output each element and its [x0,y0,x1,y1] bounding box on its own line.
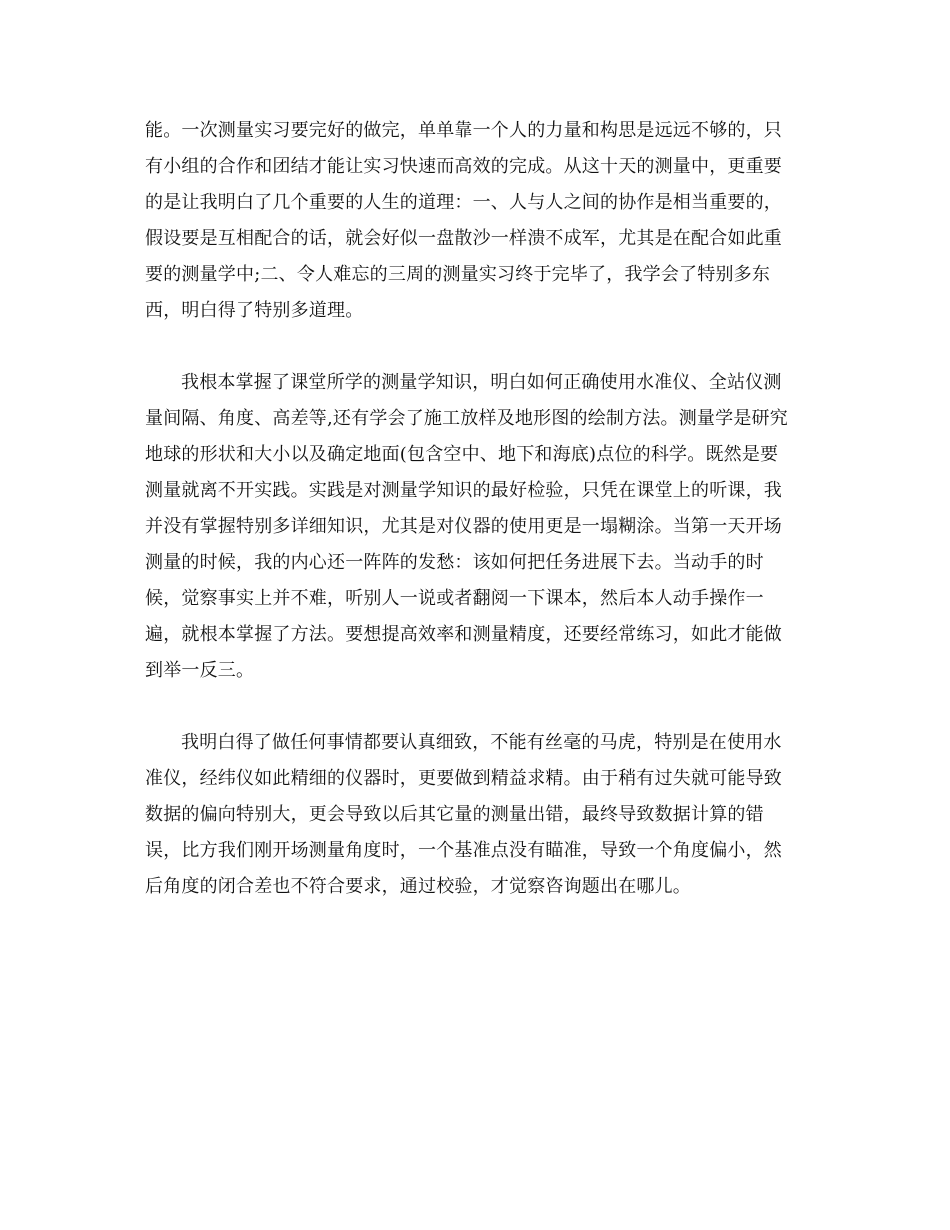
text-line: 我明白得了做任何事情都要认真细致，不能有丝毫的马虎，特别是在使用水 [181,732,782,753]
paragraph-spacer [145,689,810,725]
document-body [145,113,810,905]
text-line: 有小组的合作和团结才能让实习快速而高效的完成。从这十天的测量中，更重要 [145,156,782,177]
text-line: 遍，就根本掌握了方法。要想提高效率和测量精度，还要经常练习，如此才能做 [145,624,782,645]
text-line: 地球的形状和大小以及确定地面(包含空中、地下和海底)点位的科学。既然是要 [145,444,779,465]
text-line: 测量的时候，我的内心还一阵阵的发愁：该如何把任务进展下去。当动手的时 [145,552,764,573]
text-line: 到举一反三。 [145,660,255,681]
text-line: 候，觉察事实上并不难，听别人一说或者翻阅一下课本，然后本人动手操作一 [145,588,764,609]
text-line: 数据的偏向特别大，更会导致以后其它量的测量出错，最终导致数据计算的错 [145,804,764,825]
paragraph-2 [145,365,810,689]
text-line: 能。一次测量实习要完好的做完，单单靠一个人的力量和构思是远远不够的，只 [145,120,782,141]
text-line: 并没有掌握特别多详细知识，尤其是对仪器的使用更是一塌糊涂。当第一天开场 [145,516,782,537]
paragraph-spacer [145,329,810,365]
text-line: 西，明白得了特别多道理。 [145,300,364,321]
text-line: 假设要是互相配合的话，就会好似一盘散沙一样溃不成军，尤其是在配合如此重 [145,228,782,249]
paragraph-1 [145,113,810,329]
text-line: 的是让我明白了几个重要的人生的道理：一、人与人之间的协作是相当重要的， [145,192,782,213]
text-line: 要的测量学中;二、令人难忘的三周的测量实习终于完毕了，我学会了特别多东 [145,264,771,285]
paragraph-3 [145,725,810,905]
text-line: 后角度的闭合差也不符合要求，通过校验，才觉察咨询题出在哪儿。 [145,876,691,897]
text-line: 准仪，经纬仪如此精细的仪器时，更要做到精益求精。由于稍有过失就可能导致 [145,768,782,789]
text-line: 我根本掌握了课堂所学的测量学知识，明白如何正确使用水准仪、全站仪测 [181,372,782,393]
text-line: 误，比方我们刚开场测量角度时，一个基准点没有瞄准，导致一个角度偏小，然 [145,840,782,861]
text-line: 测量就离不开实践。实践是对测量学知识的最好检验，只凭在课堂上的听课，我 [145,480,782,501]
text-line: 量间隔、角度、高差等,还有学会了施工放样及地形图的绘制方法。测量学是研究 [145,408,788,429]
